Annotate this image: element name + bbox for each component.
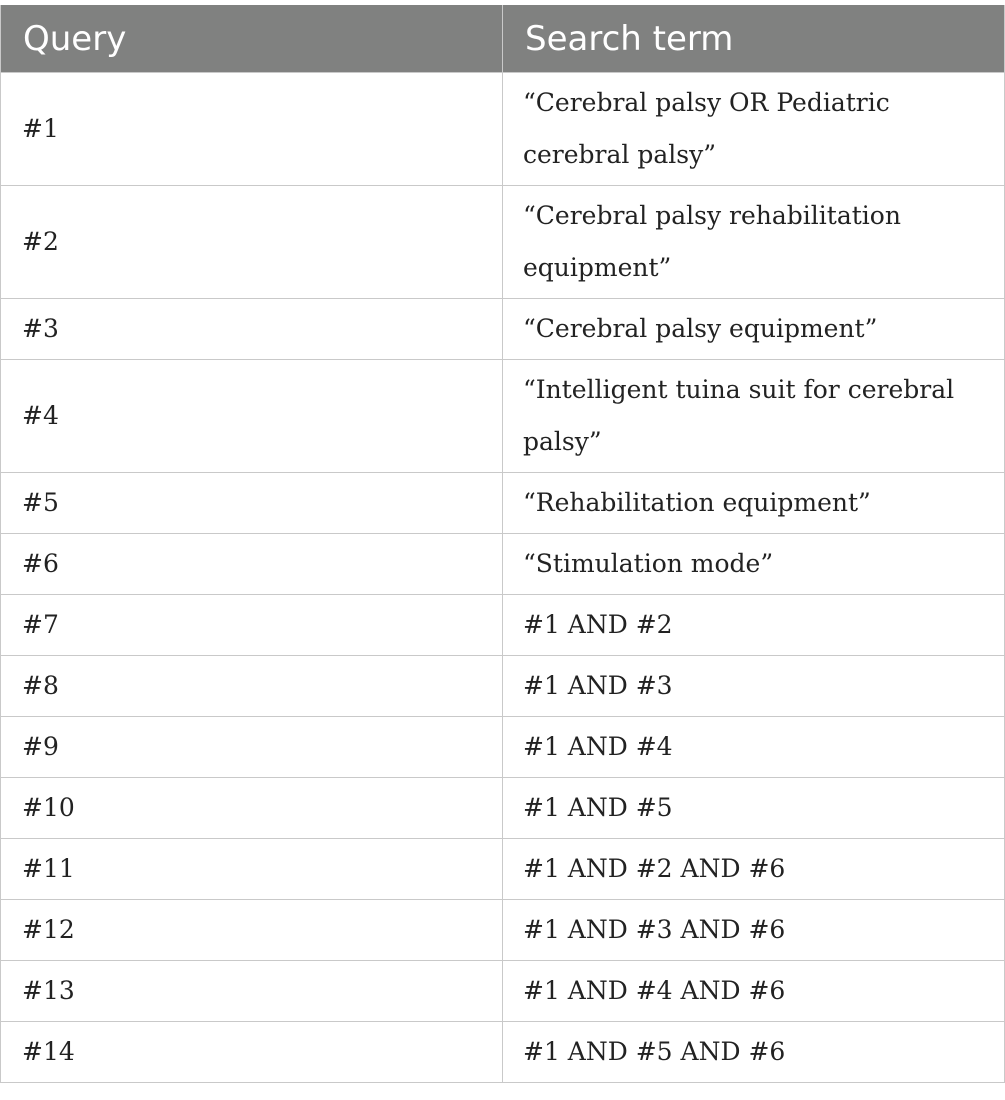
query-cell: #12 (1, 900, 503, 961)
query-cell: #10 (1, 778, 503, 839)
table-row (1, 595, 1005, 656)
query-cell: #4 (1, 360, 503, 473)
search-term-cell: #1 AND #3 AND #6 (503, 900, 1005, 961)
search-term-cell: “Cerebral palsy rehabilitation equipment” (503, 186, 1005, 299)
search-term-cell: “Cerebral palsy OR Pediatric cerebral palsy” (503, 73, 1005, 186)
table-row (1, 839, 1005, 900)
search-term-cell: #1 AND #3 (503, 656, 1005, 717)
table-row (1, 360, 1005, 473)
search-term-cell: #1 AND #2 AND #6 (503, 839, 1005, 900)
search-term-cell: “Stimulation mode” (503, 534, 1005, 595)
search-term-cell: #1 AND #5 AND #6 (503, 1022, 1005, 1083)
query-cell: #13 (1, 961, 503, 1022)
query-cell: #7 (1, 595, 503, 656)
table-row (1, 186, 1005, 299)
header-search-term: Search term (503, 5, 1005, 73)
search-term-cell: “Cerebral palsy equipment” (503, 299, 1005, 360)
query-cell: #5 (1, 473, 503, 534)
table-row (1, 778, 1005, 839)
table-row (1, 717, 1005, 778)
header-query: Query (1, 5, 503, 73)
query-cell: #11 (1, 839, 503, 900)
table-row (1, 473, 1005, 534)
search-term-cell: #1 AND #5 (503, 778, 1005, 839)
search-strategy-table (0, 5, 1005, 1083)
query-cell: #1 (1, 73, 503, 186)
query-cell: #8 (1, 656, 503, 717)
table-row (1, 299, 1005, 360)
search-term-cell: “Rehabilitation equipment” (503, 473, 1005, 534)
search-term-cell: “Intelligent tuina suit for cerebral palsy” (503, 360, 1005, 473)
search-strategy-table-container (0, 5, 1004, 1083)
table-row (1, 900, 1005, 961)
query-cell: #9 (1, 717, 503, 778)
query-cell: #6 (1, 534, 503, 595)
search-term-cell: #1 AND #4 (503, 717, 1005, 778)
table-row (1, 1022, 1005, 1083)
table-row (1, 656, 1005, 717)
table-row (1, 534, 1005, 595)
search-term-cell: #1 AND #2 (503, 595, 1005, 656)
query-cell: #2 (1, 186, 503, 299)
table-header-row (1, 5, 1005, 73)
query-cell: #14 (1, 1022, 503, 1083)
search-term-cell: #1 AND #4 AND #6 (503, 961, 1005, 1022)
table-row (1, 961, 1005, 1022)
query-cell: #3 (1, 299, 503, 360)
table-row (1, 73, 1005, 186)
